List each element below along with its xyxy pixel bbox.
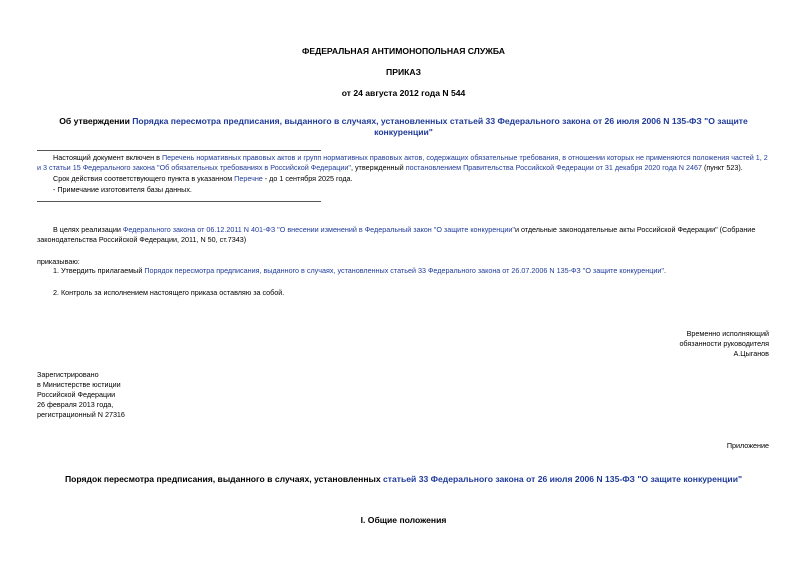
note-paragraph-3: - Примечание изготовителя базы данных. bbox=[53, 185, 192, 194]
item-text: . bbox=[663, 266, 666, 275]
section-heading: I. Общие положения bbox=[360, 515, 447, 525]
appendix-title-link[interactable]: статьей 33 Федерального закона от 26 июля 2006 N 135-ФЗ "О защите конкуренции" bbox=[383, 474, 743, 484]
agency-name: ФЕДЕРАЛЬНАЯ АНТИМОНОПОЛЬНАЯ СЛУЖБА bbox=[302, 46, 505, 56]
note-paragraph-2 bbox=[37, 174, 769, 184]
intro-paragraph bbox=[37, 225, 769, 245]
note-link-perechne[interactable]: Перечне bbox=[234, 174, 263, 183]
registration-block bbox=[37, 370, 125, 420]
note-text: (пункт 523). bbox=[701, 163, 743, 172]
note-link-postanovlenie[interactable]: постановлением Правительства Российской Федерации от 31 декабря 2020 года N 2467 bbox=[405, 163, 702, 172]
appendix-title-text: Порядок пересмотра предписания, выданного в случаях, установленных bbox=[64, 474, 384, 484]
signature-block bbox=[679, 329, 769, 359]
appendix-title bbox=[20, 474, 787, 484]
intro-text: и отдельные законодательные акты Российской Федерации" (Собрание законодательства Российской Федерации, 2011, N 50, ст.7343) bbox=[37, 225, 756, 244]
signature-line: обязанности руководителя bbox=[679, 339, 769, 348]
document-title bbox=[40, 116, 767, 138]
signature-line: Временно исполняющий bbox=[686, 329, 769, 338]
title-link[interactable]: Порядка пересмотра предписания, выданного в случаях, установленных статьей 33 Федерального закона от 26 июля 2006 N 135-ФЗ "О защите конкуренции" bbox=[132, 116, 748, 137]
note-text: Настоящий документ включен в bbox=[53, 153, 162, 162]
item1-link-poryadok[interactable]: Порядок пересмотра предписания, выданного в случаях, установленных статьей 33 Федерального закона от 26.07.2006 N 135-ФЗ "О защите конкуренции" bbox=[144, 266, 664, 275]
order-item-1 bbox=[37, 266, 769, 276]
appendix-label: Приложение bbox=[726, 441, 769, 450]
signer-name: А.Цыганов bbox=[733, 349, 769, 358]
doc-type: ПРИКАЗ bbox=[386, 67, 421, 77]
registration-number: регистрационный N 27316 bbox=[37, 410, 125, 419]
registration-line: Российской Федерации bbox=[37, 390, 116, 399]
note-text: - до 1 сентября 2025 года. bbox=[262, 174, 353, 183]
registration-line: в Министерстве юстиции bbox=[37, 380, 121, 389]
item-text: 1. Утвердить прилагаемый bbox=[53, 266, 145, 275]
intro-text: В целях реализации bbox=[53, 225, 123, 234]
note-text: , утвержденный bbox=[350, 163, 406, 172]
note-bottom-rule bbox=[37, 201, 321, 202]
note-link-perechen[interactable]: Перечень нормативных правовых актов и групп нормативных правовых актов, содержащих обязательные требования, в отношении которых не применяются положения частей 1, 2 и 3 статьи 15 Федерального закона "Об обязательных требованиях в Российской Федерации" bbox=[37, 153, 768, 172]
registration-line: 26 февраля 2013 года, bbox=[37, 400, 114, 409]
doc-date-number: от 24 августа 2012 года N 544 bbox=[341, 88, 466, 98]
editor-note bbox=[37, 153, 769, 195]
order-item-2: 2. Контроль за исполнением настоящего приказа оставляю за собой. bbox=[53, 288, 285, 297]
title-prefix: Об утверждении bbox=[59, 116, 133, 126]
registration-line: Зарегистрировано bbox=[37, 370, 99, 379]
orders-word: приказываю: bbox=[37, 257, 80, 266]
intro-link-401fz[interactable]: Федерального закона от 06.12.2011 N 401-ФЗ "О внесении изменений в Федеральный закон "О защите конкуренции" bbox=[122, 225, 515, 234]
note-top-rule bbox=[37, 150, 321, 151]
note-paragraph-1 bbox=[37, 153, 769, 173]
note-text: Срок действия соответствующего пункта в указанном bbox=[53, 174, 235, 183]
